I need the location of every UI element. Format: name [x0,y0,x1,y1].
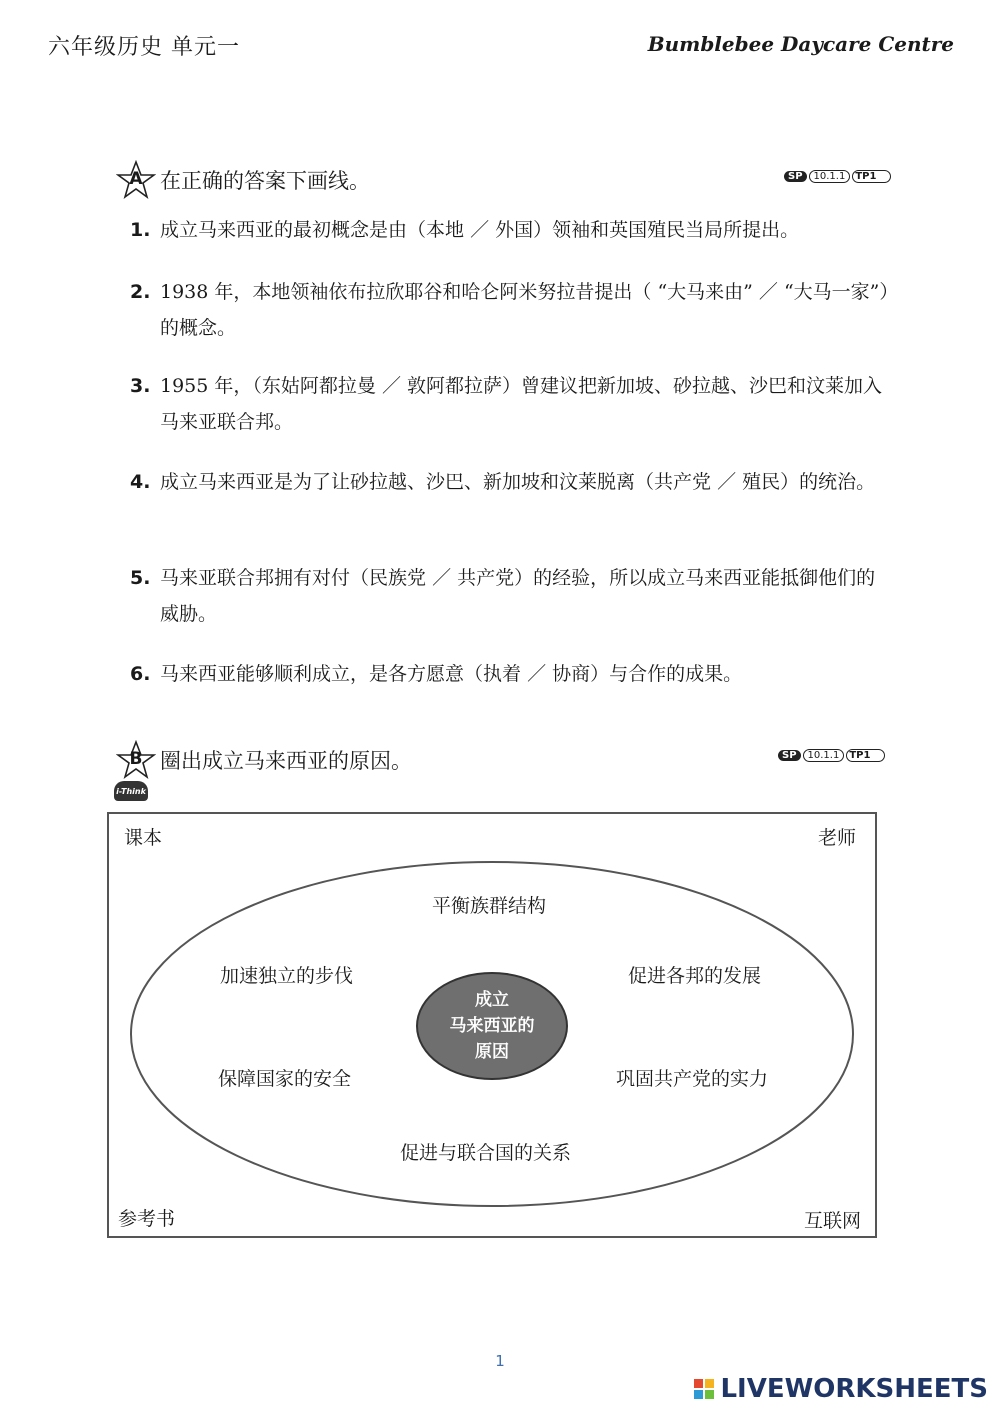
standard-code: 10.1.1 [803,749,845,762]
answer-option[interactable]: 执着 [483,663,522,685]
star-b-icon: B [116,740,156,780]
answer-option[interactable]: 协商 [552,663,591,685]
question-1: 1. 成立马来西亚的最初概念是由（本地 ／ 外国）领袖和英国殖民当局所提出。 [130,219,800,241]
question-5: 5. 马来亚联合邦拥有对付（民族党 ／ 共产党）的经验，所以成立马来西亚能抵御他们的威胁。 [130,567,876,625]
tp-badge: TP1 [846,749,885,762]
answer-option[interactable]: 外国 [495,219,534,241]
question-3: 3. 1955 年，（东姑阿都拉曼 ／ 敦阿都拉萨）曾建议把新加坡、砂拉越、沙巴和汶莱加入马来亚联合邦。 [130,375,883,433]
sp-badge: SP [784,171,807,182]
section-a-title: 在正确的答案下画线。 [160,169,370,193]
reason-option[interactable]: 促进与联合国的关系 [400,1142,572,1164]
liveworksheets-brand: LIVEWORKSHEETS [720,1374,988,1404]
corner-teacher: 老师 [818,827,857,849]
ithink-icon: i-Think [114,781,148,801]
reason-option[interactable]: 巩固共产党的实力 [616,1068,769,1090]
question-4: 4. 成立马来西亚是为了让砂拉越、沙巴、新加坡和汶莱脱离（共产党 ／ 殖民）的统治。 [130,471,876,493]
answer-option[interactable]: 共产党 [457,567,515,589]
center-topic: 成立 马来西亚的 原因 [416,972,568,1080]
answer-option[interactable]: 殖民 [742,471,781,493]
answer-option[interactable]: 民族党 [369,567,427,589]
answer-option[interactable]: 东姑阿都拉曼 [261,375,376,397]
section-b-heading [116,740,412,780]
reason-option[interactable]: 平衡族群结构 [432,895,547,917]
liveworksheets-icon [694,1379,714,1399]
reason-option[interactable]: 促进各邦的发展 [628,965,762,987]
section-b-title: 圈出成立马来西亚的原因。 [160,749,412,773]
question-2: 2. 1938 年，本地领袖依布拉欣耶谷和哈仑阿米努拉昔提出（ “大马来由” ／ “大马一家”）的概念。 [130,281,889,339]
answer-option[interactable]: 共产党 [654,471,712,493]
school-name: Bumblebee Daycare Centre [647,32,954,56]
liveworksheets-logo [694,1374,988,1404]
corner-reference-book: 参考书 [118,1208,176,1230]
corner-textbook: 课本 [124,827,163,849]
worksheet-subject: 六年级历史 单元一 [48,35,240,60]
reason-option[interactable]: 保障国家的安全 [218,1068,352,1090]
answer-option[interactable]: 本地 [426,219,465,241]
skill-tag-b [778,749,885,762]
skill-tag-a [784,170,891,183]
question-6: 6. 马来西亚能够顺利成立，是各方愿意（执着 ／ 协商）与合作的成果。 [130,663,743,685]
answer-option[interactable]: 敦阿都拉萨 [407,375,503,397]
answer-option[interactable]: “大马来由” [657,281,753,303]
standard-code: 10.1.1 [809,170,851,183]
section-a-heading [116,160,370,200]
sp-badge: SP [778,750,801,761]
corner-internet: 互联网 [804,1210,862,1232]
answer-option[interactable]: “大马一家” [783,281,880,303]
tp-badge: TP1 [852,170,891,183]
reason-option[interactable]: 加速独立的步伐 [220,965,354,987]
star-a-icon: A [116,160,156,200]
page-number: 1 [495,1352,505,1370]
